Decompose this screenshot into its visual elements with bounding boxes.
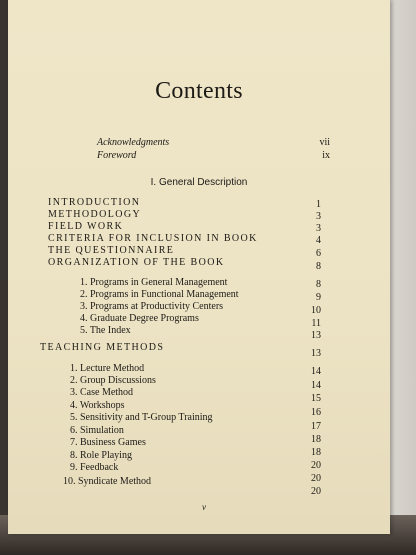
toc-label: METHODOLOGY — [48, 209, 142, 220]
toc-subitem: 9. Feedback — [70, 462, 119, 473]
toc-subitem: 6. Simulation — [70, 425, 124, 436]
page-folio: v — [202, 502, 206, 512]
toc-subitem: 5. The Index — [80, 325, 131, 336]
toc-label: INTRODUCTION — [48, 197, 141, 208]
toc-page-acknowledgments: vii — [319, 137, 330, 148]
toc-label-foreword: Foreword — [97, 150, 137, 161]
toc-label: FIELD WORK — [48, 221, 124, 232]
toc-page: 13 — [311, 348, 321, 359]
toc-page: 4 — [316, 235, 321, 246]
toc-page: 1 — [316, 199, 321, 210]
toc-page: 3 — [316, 223, 321, 234]
toc-page: 6 — [316, 248, 321, 259]
toc-label-acknowledgments: Acknowledgments — [97, 137, 170, 148]
toc-page: 20 — [311, 460, 321, 471]
book-page — [8, 0, 390, 534]
page-title: Contents — [155, 78, 243, 104]
toc-page: 15 — [311, 393, 321, 404]
toc-subitem: 4. Workshops — [70, 400, 125, 411]
toc-label: ORGANIZATION OF THE BOOK — [48, 257, 225, 268]
toc-page: 16 — [311, 407, 321, 418]
toc-subitem: 1. Programs in General Management — [80, 277, 228, 288]
toc-subitem: 2. Programs in Functional Management — [80, 289, 239, 300]
toc-subitem: 3. Programs at Productivity Centers — [80, 301, 224, 312]
toc-label: THE QUESTIONNAIRE — [48, 245, 175, 256]
toc-page: 8 — [316, 279, 321, 290]
toc-page: 11 — [311, 318, 321, 329]
toc-page: 18 — [311, 447, 321, 458]
toc-subitem: 7. Business Games — [70, 437, 146, 448]
toc-page: 9 — [316, 292, 321, 303]
toc-page-foreword: ix — [322, 150, 330, 161]
toc-page: 20 — [311, 473, 321, 484]
toc-subitem: 2. Group Discussions — [70, 375, 156, 386]
toc-page: 17 — [311, 421, 321, 432]
toc-subitem: 10. Syndicate Method — [63, 476, 152, 487]
toc-label: CRITERIA FOR INCLUSION IN BOOK — [48, 233, 258, 244]
toc-page: 18 — [311, 434, 321, 445]
toc-subitem: 4. Graduate Degree Programs — [80, 313, 199, 324]
toc-page: 20 — [311, 486, 321, 497]
toc-page: 14 — [311, 366, 321, 377]
toc-subitem: 8. Role Playing — [70, 450, 132, 461]
toc-subitem: 5. Sensitivity and T-Group Training — [70, 412, 213, 423]
toc-page: 10 — [311, 305, 321, 316]
toc-page: 8 — [316, 261, 321, 272]
toc-page: 13 — [311, 330, 321, 341]
section-heading: I. General Description — [150, 177, 248, 188]
toc-subitem: 1. Lecture Method — [70, 363, 145, 374]
toc-page: 3 — [316, 211, 321, 222]
toc-page: 14 — [311, 380, 321, 391]
toc-label-teaching-methods: TEACHING METHODS — [40, 342, 165, 353]
toc-subitem: 3. Case Method — [70, 387, 134, 398]
